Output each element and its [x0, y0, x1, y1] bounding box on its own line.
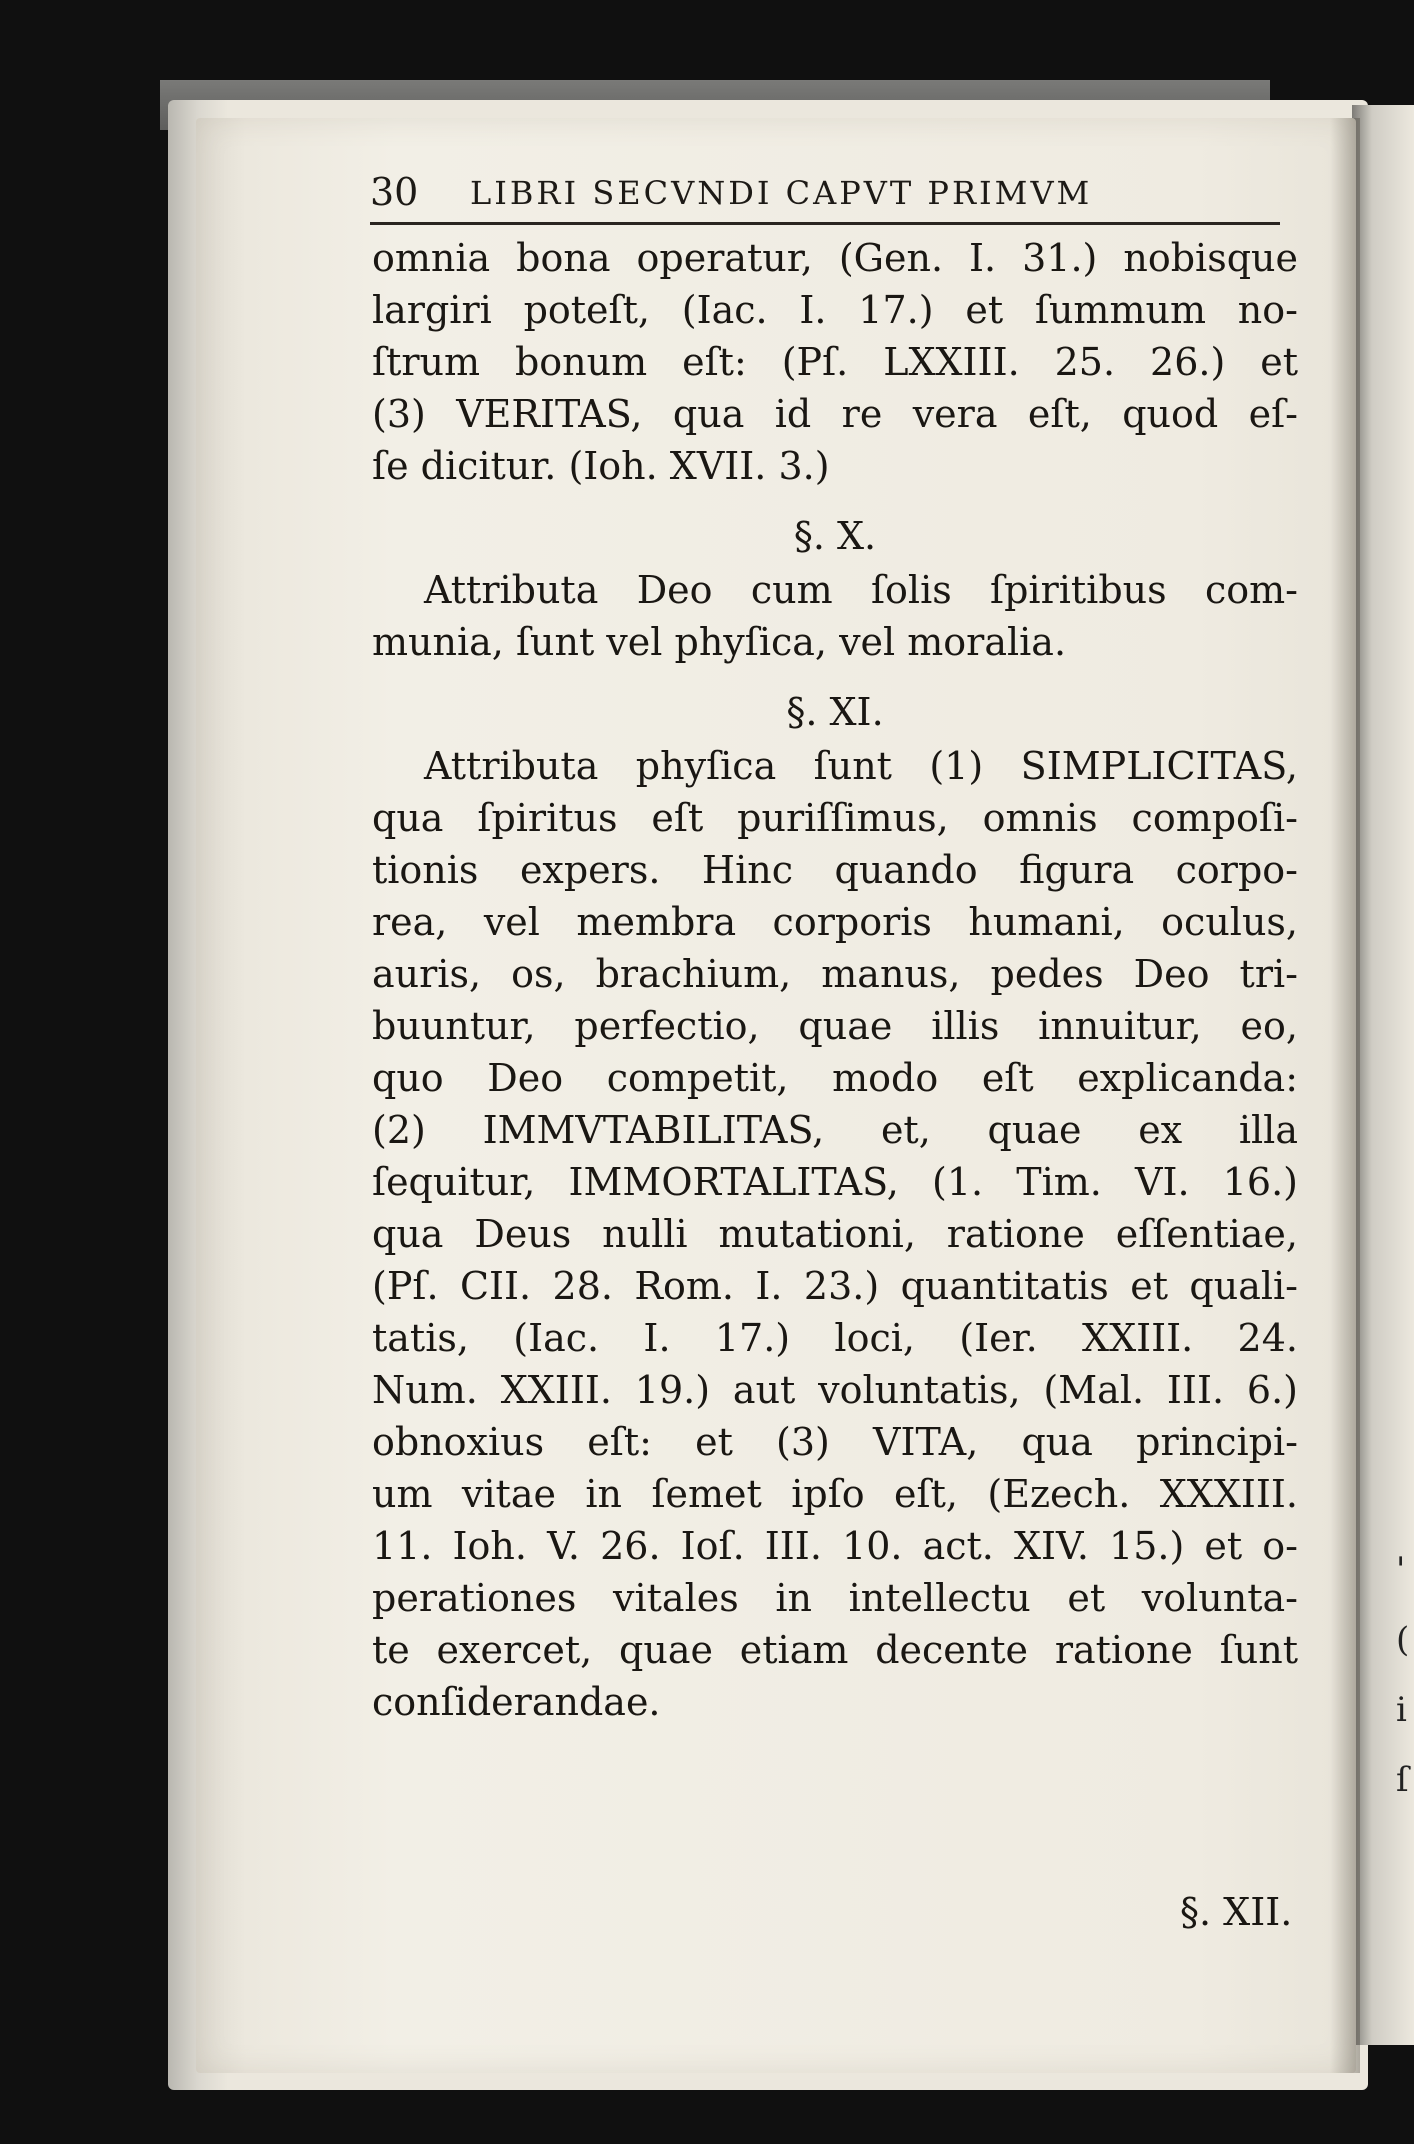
facing-glyph: ſ — [1396, 1760, 1409, 1800]
text-line: tatis, (Iac. I. 17.) loci, (Ier. XXIII. 24. — [372, 1316, 1298, 1360]
facing-glyph: ( — [1396, 1620, 1410, 1660]
section-mark-xi: §. XI. — [786, 690, 884, 734]
text-line: ſe dicitur. (Ioh. XVII. 3.) — [372, 444, 830, 488]
text-line: munia, ſunt vel phyſica, vel moralia. — [372, 620, 1067, 664]
text-line: buuntur, perfectio, quae illis innuitur, eo, — [372, 1004, 1298, 1048]
text-line: (Pſ. CII. 28. Rom. I. 23.) quantitatis et quali- — [372, 1264, 1298, 1308]
catchword: §. XII. — [1180, 1890, 1293, 1934]
page-body — [372, 232, 1298, 1728]
text-line: (3) VERITAS, qua id re vera eſt, quod eſ- — [372, 392, 1298, 436]
text-line: auris, os, brachium, manus, pedes Deo tri- — [372, 952, 1298, 996]
text-line: um vitae in ſemet ipſo eſt, (Ezech. XXXIII. — [372, 1472, 1298, 1516]
text-line: omnia bona operatur, (Gen. I. 31.) nobisque — [372, 236, 1298, 280]
text-line: ſequitur, IMMORTALITAS, (1. Tim. VI. 16.) — [372, 1160, 1298, 1204]
facing-glyph: i — [1396, 1690, 1407, 1730]
text-line: largiri poteſt, (Iac. I. 17.) et ſummum no- — [372, 288, 1298, 332]
text-line: te exercet, quae etiam decente ratione ſunt — [372, 1628, 1298, 1672]
running-head: LIBRI SECVNDI CAPVT PRIMVM — [470, 174, 1093, 212]
text-line: obnoxius eſt: et (3) VITA, qua principi- — [372, 1420, 1298, 1464]
section-x-paragraph — [372, 564, 1298, 668]
text-line: conſiderandae. — [372, 1680, 661, 1724]
page-number: 30 — [370, 170, 419, 214]
text-line: quo Deo competit, modo eſt explicanda: — [372, 1056, 1298, 1100]
text-line: 11. Ioh. V. 26. Ioſ. III. 10. act. XIV. 15.) et o- — [372, 1524, 1298, 1568]
text-line: Attributa phyſica ſunt (1) SIMPLICITAS, — [424, 744, 1298, 788]
paragraph-continuation — [372, 232, 1298, 492]
text-line: tionis expers. Hinc quando figura corpo- — [372, 848, 1298, 892]
header-rule — [370, 222, 1280, 225]
page-gutter-shadow — [1330, 118, 1360, 2073]
facing-glyph: ' — [1396, 1550, 1406, 1590]
text-line: qua ſpiritus eſt puriſſimus, omnis compoſi- — [372, 796, 1298, 840]
page-header — [370, 170, 1280, 230]
text-line: (2) IMMVTABILITAS, et, quae ex illa — [372, 1108, 1298, 1152]
section-xi-paragraph — [372, 740, 1298, 1728]
text-line: Attributa Deo cum ſolis ſpiritibus com- — [424, 568, 1298, 612]
text-line: qua Deus nulli mutationi, ratione eſſentiae, — [372, 1212, 1298, 1256]
text-line: perationes vitales in intellectu et volunta- — [372, 1576, 1298, 1620]
text-line: Num. XXIII. 19.) aut voluntatis, (Mal. III. 6.) — [372, 1368, 1298, 1412]
facing-page-fragments — [1396, 1535, 1414, 1815]
text-line: rea, vel membra corporis humani, oculus, — [372, 900, 1298, 944]
section-mark-x: §. X. — [793, 514, 877, 558]
text-line: ſtrum bonum eſt: (Pſ. LXXIII. 25. 26.) et — [372, 340, 1298, 384]
